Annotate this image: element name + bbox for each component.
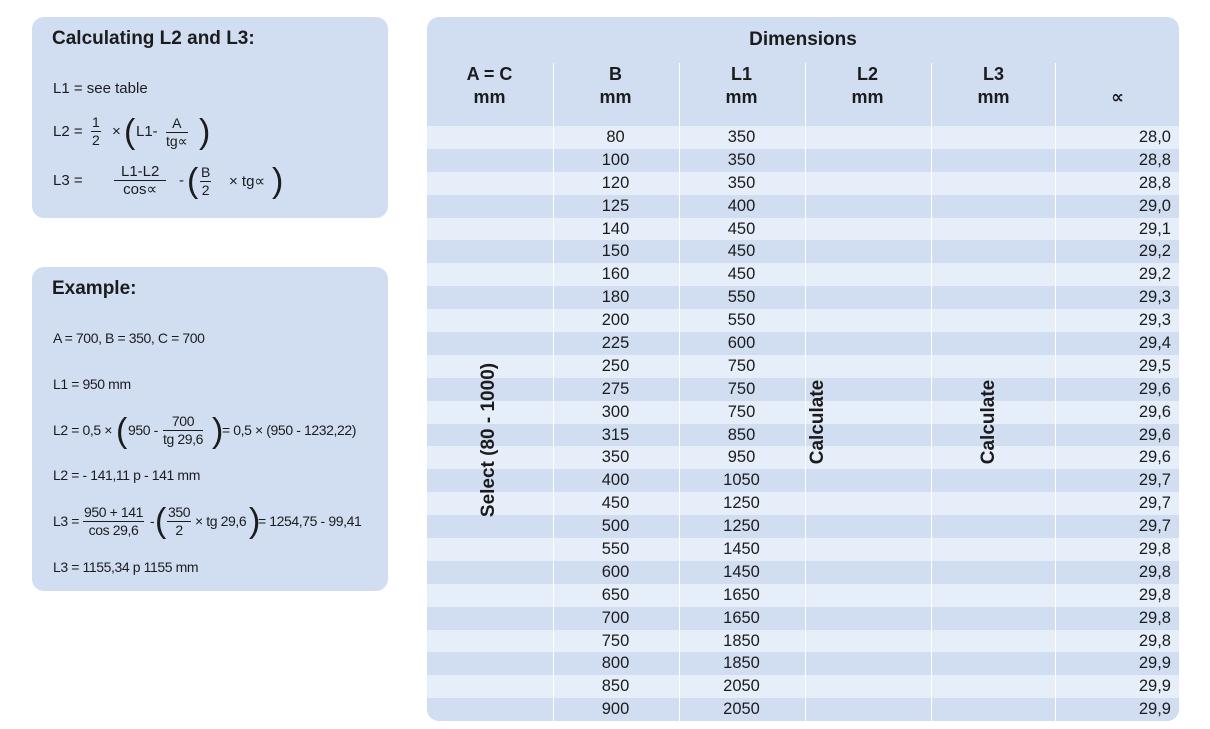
l3-left-paren: ( — [187, 162, 199, 200]
cell-alpha: 29,8 — [1138, 608, 1171, 627]
cell-alpha: 29,9 — [1138, 677, 1171, 696]
cell-l1: 1050 — [723, 471, 760, 490]
cell-l1: 1450 — [723, 562, 760, 581]
cell-alpha: 29,3 — [1138, 311, 1171, 330]
column-divider — [679, 63, 680, 721]
a-c-select-note: Select (80 - 1000) — [478, 362, 499, 518]
table-row — [427, 332, 1179, 355]
cell-b: 400 — [601, 471, 630, 490]
table-row — [427, 675, 1179, 698]
cell-b: 650 — [601, 585, 630, 604]
example-l3-fraction: $\frac{950 + 141}{\cos 29,6}$ — [84, 504, 144, 538]
cell-alpha: 29,3 — [1138, 288, 1171, 307]
cell-alpha: 29,9 — [1138, 654, 1171, 673]
dimensions-table — [427, 17, 1179, 721]
l2-left-paren: ( — [124, 113, 136, 151]
cell-l1: 750 — [727, 356, 756, 375]
cell-l1: 350 — [727, 173, 756, 192]
cell-alpha: 29,7 — [1138, 517, 1171, 536]
table-row — [427, 446, 1179, 469]
cell-alpha: 29,6 — [1138, 448, 1171, 467]
table-title: Dimensions — [749, 29, 857, 50]
cell-l1: 1250 — [723, 494, 760, 513]
header-b: B mm — [599, 64, 632, 107]
cell-b: 900 — [601, 700, 630, 719]
cell-l1: 450 — [727, 265, 756, 284]
cell-l1: 2050 — [723, 677, 760, 696]
example-l2-result: L2 = - 141,11 p - 141 mm — [53, 467, 200, 483]
table-row — [427, 515, 1179, 538]
table-row — [427, 286, 1179, 309]
cell-b: 450 — [601, 494, 630, 513]
column-divider — [553, 63, 554, 721]
cell-b: 700 — [601, 608, 630, 627]
cell-b: 225 — [601, 334, 630, 353]
cell-b: 120 — [601, 173, 630, 192]
l2-times: × — [112, 123, 121, 140]
l3-right-paren: ) — [272, 162, 284, 200]
cell-alpha: 29,8 — [1138, 631, 1171, 650]
l2-lhs: L2 = — [53, 123, 83, 140]
example-l3-minus: - — [150, 513, 155, 529]
calculation-title: Calculating L2 and L3: — [52, 28, 255, 49]
example-panel — [32, 267, 388, 591]
cell-b: 160 — [601, 265, 630, 284]
cell-alpha: 29,6 — [1138, 379, 1171, 398]
table-row — [427, 584, 1179, 607]
example-inputs: A = 700, B = 350, C = 700 — [53, 330, 205, 346]
table-row — [427, 172, 1179, 195]
cell-b: 600 — [601, 562, 630, 581]
example-title: Example: — [52, 278, 137, 299]
l1-definition: L1 = see table — [53, 80, 148, 97]
table-row — [427, 355, 1179, 378]
cell-b: 200 — [601, 311, 630, 330]
cell-b: 350 — [601, 448, 630, 467]
header-l2: L2 mm — [851, 64, 884, 107]
header-alpha — [1055, 63, 1179, 109]
l3-lhs: L3 = — [53, 172, 83, 189]
cell-b: 750 — [601, 631, 630, 650]
example-l3-result: L3 = 1155,34 p 1155 mm — [53, 559, 199, 575]
cell-l1: 450 — [727, 219, 756, 238]
example-l2-fraction: $\frac{700}{tg 29,6}$ — [163, 413, 204, 447]
cell-b: 550 — [601, 540, 630, 559]
cell-alpha: 29,1 — [1138, 219, 1171, 238]
table-row — [427, 424, 1179, 447]
cell-alpha: 29,8 — [1138, 562, 1171, 581]
table-row — [427, 469, 1179, 492]
cell-b: 850 — [601, 677, 630, 696]
l3-inner-fraction: $\frac{B}{2}$ — [201, 164, 211, 198]
cell-l1: 1650 — [723, 585, 760, 604]
cell-l1: 550 — [727, 288, 756, 307]
l2-right-paren: ) — [199, 113, 211, 151]
cell-alpha: 29,6 — [1138, 402, 1171, 421]
table-row — [427, 698, 1179, 721]
cell-b: 500 — [601, 517, 630, 536]
example-l3-inner-fraction: $\frac{350}{2}$ — [168, 504, 191, 538]
cell-alpha: 29,6 — [1138, 425, 1171, 444]
example-l3-right-paren: ) — [249, 502, 261, 540]
table-row — [427, 538, 1179, 561]
cell-l1: 1850 — [723, 654, 760, 673]
cell-l1: 2050 — [723, 700, 760, 719]
table-row — [427, 240, 1179, 263]
cell-l1: 350 — [727, 128, 756, 146]
table-row — [427, 378, 1179, 401]
table-row — [427, 561, 1179, 584]
cell-alpha: 29,8 — [1138, 585, 1171, 604]
cell-b: 275 — [601, 379, 630, 398]
column-divider — [931, 63, 932, 721]
table-body — [427, 126, 1179, 721]
cell-b: 800 — [601, 654, 630, 673]
example-l3-rhs: = 1254,75 - 99,41 — [258, 513, 362, 529]
example-l2-right-paren: ) — [212, 412, 224, 450]
l3-calculate-note: Calculate — [978, 379, 999, 465]
cell-l1: 450 — [727, 242, 756, 261]
cell-alpha: 28,8 — [1138, 173, 1171, 192]
column-divider — [1055, 63, 1056, 721]
l3-tail: × tg∝ — [229, 173, 266, 190]
cell-l1: 600 — [727, 334, 756, 353]
table-row — [427, 126, 1179, 149]
alpha-icon: ∝ — [1111, 87, 1124, 107]
l2-l1-minus: L1- — [136, 123, 158, 140]
example-l2-rhs: = 0,5 × (950 - 1232,22) — [222, 422, 357, 438]
cell-alpha: 28,0 — [1138, 128, 1171, 146]
table-row — [427, 263, 1179, 286]
table-row — [427, 652, 1179, 675]
cell-b: 80 — [606, 128, 625, 146]
example-l2-inner: 950 - — [128, 422, 158, 438]
cell-alpha: 29,8 — [1138, 540, 1171, 559]
table-row — [427, 195, 1179, 218]
example-l3-lhs: L3 = — [53, 513, 80, 529]
cell-b: 315 — [601, 425, 630, 444]
cell-l1: 1650 — [723, 608, 760, 627]
cell-l1: 350 — [727, 150, 756, 169]
cell-alpha: 28,8 — [1138, 150, 1171, 169]
table-row — [427, 401, 1179, 424]
cell-alpha: 29,7 — [1138, 494, 1171, 513]
l2-half-fraction: $\frac{1}{2}$ — [92, 114, 100, 148]
table-row — [427, 218, 1179, 241]
cell-alpha: 29,2 — [1138, 265, 1171, 284]
example-l1: L1 = 950 mm — [53, 376, 131, 392]
cell-l1: 750 — [727, 402, 756, 421]
cell-alpha: 29,7 — [1138, 471, 1171, 490]
cell-l1: 750 — [727, 379, 756, 398]
cell-l1: 950 — [727, 448, 756, 467]
cell-l1: 400 — [727, 196, 756, 215]
cell-b: 150 — [601, 242, 630, 261]
header-a-c: A = C mm — [466, 64, 513, 107]
cell-b: 140 — [601, 219, 630, 238]
example-l2-lhs: L2 = 0,5 × — [53, 422, 113, 438]
table-row — [427, 630, 1179, 653]
cell-alpha: 29,4 — [1138, 334, 1171, 353]
example-l2-left-paren: ( — [116, 412, 128, 450]
calculation-panel — [32, 17, 388, 218]
cell-alpha: 29,2 — [1138, 242, 1171, 261]
cell-alpha: 29,5 — [1138, 356, 1171, 375]
table-row — [427, 607, 1179, 630]
cell-b: 250 — [601, 356, 630, 375]
cell-l1: 850 — [727, 425, 756, 444]
l3-main-fraction: $\frac{L1-L2}{\cos\propto}$ — [114, 163, 166, 198]
cell-b: 180 — [601, 288, 630, 307]
l3-minus: - — [179, 172, 184, 189]
header-l1: L1 mm — [725, 64, 758, 107]
example-l3-left-paren: ( — [155, 502, 167, 540]
cell-alpha: 29,0 — [1138, 196, 1171, 215]
l2-inner-fraction: $\frac{A}{tg\propto}$ — [166, 115, 188, 149]
cell-l1: 550 — [727, 311, 756, 330]
cell-b: 125 — [601, 196, 630, 215]
cell-l1: 1250 — [723, 517, 760, 536]
cell-b: 300 — [601, 402, 630, 421]
table-row — [427, 149, 1179, 172]
cell-b: 100 — [601, 150, 630, 169]
l2-calculate-note: Calculate — [807, 379, 828, 465]
cell-l1: 1450 — [723, 540, 760, 559]
cell-l1: 1850 — [723, 631, 760, 650]
example-l3-inner-tail: × tg 29,6 — [195, 513, 247, 529]
cell-alpha: 29,9 — [1138, 700, 1171, 719]
header-l3: L3 mm — [977, 64, 1010, 107]
table-row — [427, 492, 1179, 515]
table-row — [427, 309, 1179, 332]
